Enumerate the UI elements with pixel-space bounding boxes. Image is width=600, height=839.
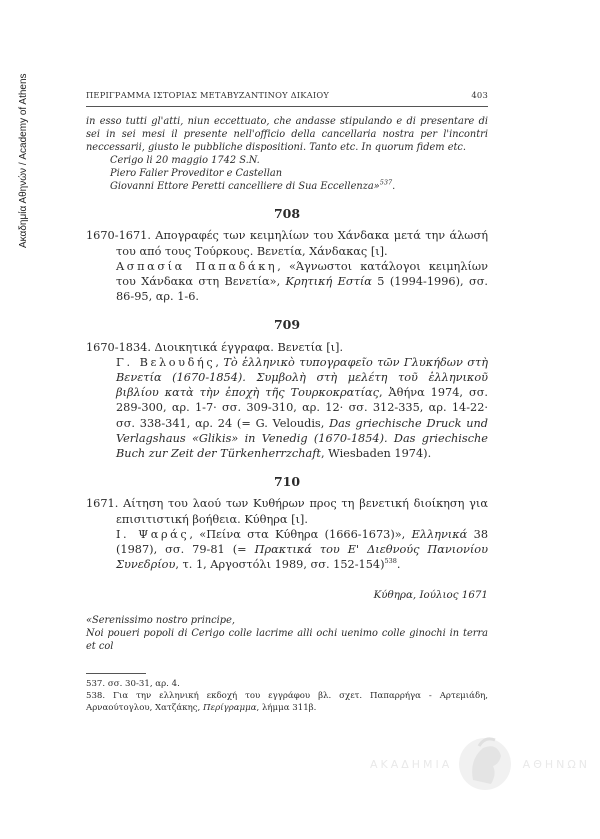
footnote-538-italic: Περίγραμμα bbox=[203, 702, 257, 713]
footnote-538-rest: , λήμμα 311β. bbox=[256, 702, 317, 713]
footnote-ref-537: 537 bbox=[379, 178, 393, 187]
document-place-date: Κύθηρα, Ιούλιος 1671 bbox=[373, 589, 488, 602]
entry-710-rest-2: , τ. 1, Αργοστόλι 1989, σσ. 152-154) bbox=[175, 558, 385, 572]
footnote-538 bbox=[86, 690, 488, 714]
footnote-537: 537. σσ. 30-31, αρ. 4. bbox=[86, 678, 180, 689]
entry-709-book-title-german: Das griechische Druck und Verlagshaus «Glikis» in Venedig (1670-1854). Das griechische Buch zur Zeit der Türkenherrzchaft bbox=[116, 416, 488, 461]
entry-709-title-sep: , bbox=[215, 355, 224, 369]
entry-708-rest: 5 (1994-1996), σσ. 86-95, αρ. 1-6. bbox=[116, 275, 488, 304]
document-first-line: Noi poueri popoli di Cerigo colle lacrime alli ochi uenimo colle ginochi in terra et col bbox=[86, 627, 488, 652]
watermark-right-text: ΑΘΗΝΩΝ bbox=[522, 758, 590, 771]
entry-710-end: . bbox=[396, 558, 401, 572]
running-head bbox=[86, 88, 488, 107]
entry-710-author: Ι. Ψαράς bbox=[116, 527, 190, 541]
athena-head-icon bbox=[455, 730, 515, 800]
signature-line-3 bbox=[110, 180, 488, 193]
page-number: 403 bbox=[471, 90, 488, 100]
entry-709-rest-1: , Ἀθήνα 1974, σσ. 289-300, αρ. 1-7· σσ. 309-310, αρ. 12· σσ. 312-335, αρ. 14-22· σσ. 338-341, αρ. 24 (= G. Veloudis, bbox=[116, 386, 488, 430]
signature-line-2: Piero Falier Proveditor e Castellan bbox=[110, 168, 283, 180]
continuation-text: in esso tutti gl'atti, niun eccettuato, che andasse stipulando e di presentare di sei in sei mesi il presente nell'officio della cancellaria nostra per l'incontri neccessarii, giusto le pubbliche dispositioni. Tanto etc. In quorum fidem etc. bbox=[86, 116, 488, 154]
entry-number-710: 710 bbox=[273, 474, 301, 490]
running-head-title: ΠΕΡΙΓΡΑΜΜΑ ΙΣΤΟΡΙΑΣ ΜΕΤΑΒΥΖΑΝΤΙΝΟΥ ΔΙΚΑΙΟΥ bbox=[86, 90, 330, 100]
entry-709-reference bbox=[116, 355, 488, 461]
entry-709-book-title: Τὸ ἑλληνικὸ τυπογραφεῖο τῶν Γλυκήδων στὴ Βενετία (1670-1854). Συμβολὴ στὴ μελέτη τοῦ ἑλληνικοῦ βιβλίου κατὰ τὴν ἐποχὴ τῆς Τουρκοκρατίας bbox=[116, 355, 489, 400]
entry-710-rest-1: 38 (1987), σσ. 79-81 (= bbox=[116, 527, 489, 557]
entry-number-708: 708 bbox=[273, 206, 301, 222]
side-stamp bbox=[10, 38, 29, 248]
footnote-ref-538: 538 bbox=[384, 557, 397, 566]
entry-708-reference bbox=[116, 259, 488, 305]
entry-708-journal: Κρητική Εστία bbox=[285, 275, 372, 289]
entry-709-rest-2: , Wiesbaden 1974). bbox=[320, 447, 432, 461]
academy-watermark bbox=[370, 730, 590, 800]
entry-708-author: Ασπασία Παπαδάκη bbox=[116, 259, 278, 273]
entry-710-journal: Ελληνικά bbox=[411, 527, 468, 541]
entry-710-head: 1671. Αίτηση του λαού των Κυθήρων προς τη βενετική διοίκηση για επισιτιστική βοήθεια. Κύθηρα [ι]. bbox=[86, 497, 488, 526]
watermark-left-text: ΑΚΑΔΗΜΙΑ bbox=[370, 758, 453, 771]
entry-710-reference bbox=[116, 527, 488, 573]
footnote-538-text: 538. Για την ελληνική εκδοχή του εγγράφου βλ. σχετ. Παπαρρήγα - Αρτεμιάδη, Αρναούτογλου, Χατζάκης, bbox=[86, 690, 488, 713]
document-salutation: «Serenissimo nostro principe, bbox=[86, 614, 235, 626]
signature-line-1: Cerigo li 20 maggio 1742 S.N. bbox=[110, 155, 260, 167]
entry-708-head: 1670-1671. Απογραφές των κειμηλίων του Χάνδακα μετά την άλωσή του από τους Τούρκους. Βενετία, Χάνδακας [ι]. bbox=[86, 229, 488, 258]
entry-710-proceedings: Πρακτικά του Ε' Διεθνούς Πανιονίου Συνεδρίου bbox=[116, 543, 488, 572]
page bbox=[86, 88, 488, 714]
entry-708-title: , «Άγνωστοι κατάλογοι κειμηλίων του Χάνδακα στη Βενετία», bbox=[116, 259, 488, 289]
entry-709-head: 1670-1834. Διοικητικά έγγραφα. Βενετία [ι]. bbox=[86, 340, 344, 354]
signature-line-3-text: Giovanni Ettore Peretti cancelliere di Sua Eccellenza» bbox=[110, 181, 380, 193]
entry-709-author: Γ. Βελουδής bbox=[116, 355, 216, 369]
entry-number-709: 709 bbox=[273, 317, 301, 333]
entry-710-title: , «Πείνα στα Κύθηρα (1666-1673)», bbox=[189, 527, 412, 541]
signature-line-3-end: . bbox=[392, 181, 396, 193]
footnote-rule bbox=[86, 673, 146, 674]
side-stamp-label: Ακαδημία Αθηνών / Academy of Athens bbox=[18, 73, 29, 248]
